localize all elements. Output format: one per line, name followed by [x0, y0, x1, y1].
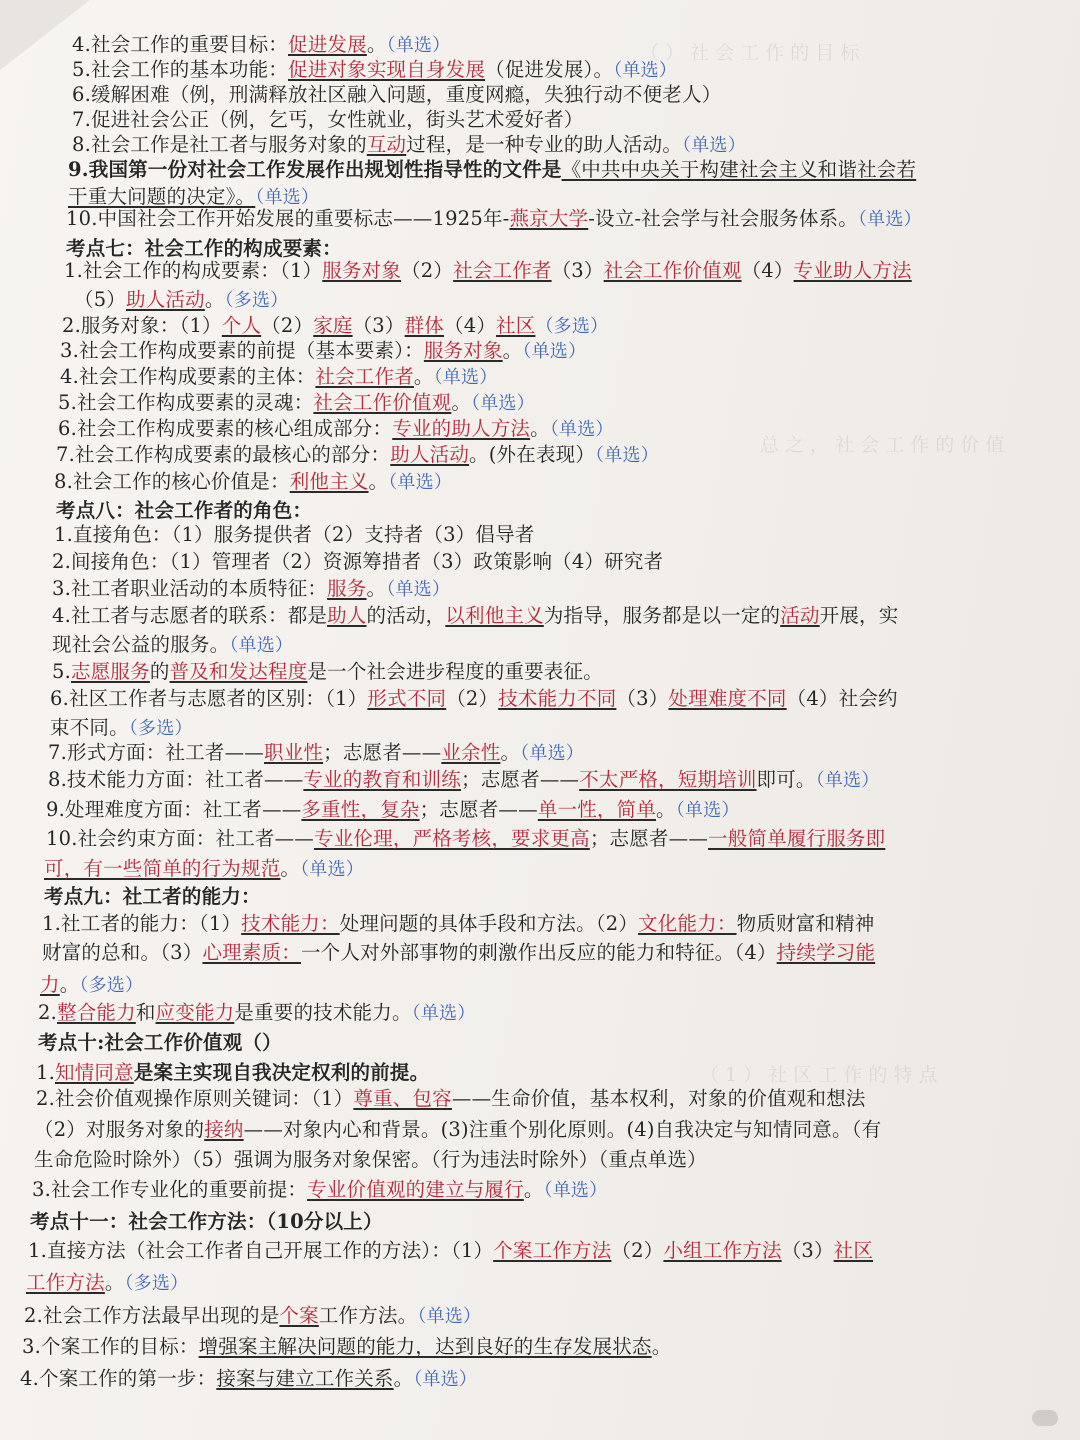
body-text: 1.社工者的能力：（1） — [42, 912, 242, 935]
question-type-tag: （单选） — [522, 341, 587, 362]
body-text: 2.服务对象：（1） — [62, 314, 222, 337]
text-line — [72, 57, 677, 84]
highlighted-term: 专业的教育和训练 — [303, 768, 462, 791]
body-text: 1.直接方法（社会工作者自己开展工作的方法）：（1） — [28, 1239, 494, 1262]
highlighted-term: 助人活动 — [126, 288, 205, 311]
body-text: 7.社会工作构成要素的最核心的部分： — [56, 443, 391, 466]
text-line — [52, 632, 293, 659]
question-type-tag: （单选） — [520, 743, 584, 764]
highlighted-term: 个案工作方法 — [493, 1239, 612, 1262]
body-text: （5） — [74, 288, 127, 311]
body-text: 的 — [149, 660, 170, 683]
text-line — [54, 522, 534, 548]
body-text: 生命危险时除外）（5）强调为服务对象保密。（行为违法时除外）（重点单选） — [34, 1148, 707, 1171]
body-text: 束不同。 — [50, 716, 129, 739]
text-line — [72, 82, 721, 108]
body-text: 4.个案工作的第一步： — [20, 1367, 217, 1390]
text-line — [60, 338, 586, 365]
highlighted-term: 普及和发达程度 — [169, 660, 308, 683]
highlighted-term: 力 — [40, 973, 60, 996]
highlighted-term: 家庭 — [313, 314, 353, 337]
text-line — [38, 1030, 282, 1056]
body-text: 。 — [204, 288, 225, 311]
question-type-tag: （单选） — [413, 1369, 478, 1390]
highlighted-term: 应变能力 — [155, 1001, 235, 1024]
highlighted-term: 可，有一些简单的行为规范 — [44, 857, 281, 880]
question-type-tag: （单选） — [417, 1306, 482, 1327]
heading-text: 考点十一：社会工作方法：（10分以上） — [30, 1210, 383, 1233]
highlighted-term: 多重性，复杂 — [301, 798, 420, 821]
body-text: 。 — [104, 1271, 125, 1294]
question-type-tag: （单选） — [411, 1003, 476, 1024]
body-text: 9.处理难度方面：社工者—— — [46, 798, 302, 821]
underlined-text: 《中共中央关于构建社会主义和谐社会若 — [561, 158, 917, 181]
text-line — [26, 1270, 188, 1297]
highlighted-term: 社会工作者 — [315, 365, 414, 388]
text-line — [66, 206, 922, 233]
highlighted-term: 燕京大学 — [509, 207, 589, 230]
highlighted-term: 整合能力 — [57, 1001, 136, 1024]
body-text: 。 — [393, 1367, 414, 1390]
underlined-text: 增强案主解决问题的能力，达到良好的生存发展状态 — [198, 1335, 652, 1358]
highlighted-term: 个案 — [279, 1304, 319, 1327]
heading-text: 考点七：社会工作的构成要素： — [66, 237, 342, 260]
highlighted-term: 群体 — [404, 314, 445, 337]
text-line — [44, 884, 261, 910]
body-text: 。 — [368, 470, 389, 493]
highlighted-term: 一般简单履行服务即 — [708, 827, 886, 850]
body-text: 。 — [530, 417, 550, 440]
text-line — [56, 442, 659, 469]
body-text: 。 — [523, 1178, 544, 1201]
highlighted-term: 专业价值观的建立与履行 — [307, 1178, 524, 1201]
question-type-tag: （单选） — [386, 35, 451, 56]
text-line — [34, 1147, 707, 1173]
highlighted-term: 服务对象 — [423, 339, 503, 362]
text-line — [34, 1117, 881, 1143]
question-type-tag: （单选） — [857, 209, 922, 230]
text-line — [40, 972, 143, 999]
question-type-tag: （单选） — [229, 635, 294, 656]
body-text: 。 — [366, 577, 387, 600]
body-text: 。(外在表现） — [469, 443, 596, 466]
body-text: 5.社会工作的基本功能： — [72, 58, 289, 81]
body-text: 8.技术能力方面：社工者—— — [48, 768, 304, 791]
highlighted-term: 尊重、包容 — [353, 1087, 452, 1110]
body-text: 3.社会工作构成要素的前提（基本要素）： — [60, 339, 424, 362]
body-text: 3.个案工作的目标： — [22, 1335, 199, 1358]
body-text: 。 — [59, 973, 80, 996]
highlighted-term: 服务对象 — [322, 259, 402, 282]
question-type-tag: （单选） — [388, 472, 453, 493]
highlighted-term: 互动 — [366, 133, 407, 156]
text-line — [20, 1366, 477, 1393]
body-text: 处理问题的具体手段和方法。（2） — [339, 912, 639, 935]
question-type-tag: （多选） — [128, 718, 193, 739]
highlighted-term: 处理难度不同 — [668, 687, 787, 710]
body-text: 5. — [52, 660, 72, 683]
text-line — [58, 390, 535, 417]
heading-text: 9.我国第一份对社会工作发展作出规划性指导性的文件是 — [68, 158, 562, 181]
text-line — [22, 1334, 671, 1360]
body-text: 现社会公益的服务。 — [52, 633, 230, 656]
highlighted-term: 促进对象实现自身发展 — [288, 58, 486, 81]
question-type-tag: （单选） — [255, 187, 320, 208]
body-text: （促进发展）。 — [485, 58, 614, 81]
body-text: 。 — [451, 391, 472, 414]
question-type-tag: （多选） — [124, 1273, 189, 1294]
body-text: 10.中国社会工作开始发展的重要标志——1925年- — [66, 207, 510, 230]
heading-text: 是案主实现自我决定权利的前提。 — [133, 1061, 430, 1084]
highlighted-term: 社会工作价值观 — [313, 391, 452, 414]
text-line — [30, 1209, 383, 1235]
highlighted-term: 社会工作者 — [453, 259, 552, 282]
highlighted-term: 职业性 — [264, 741, 324, 764]
body-text: 是重要的技术能力。 — [234, 1001, 412, 1024]
body-text: 4.社会工作的重要目标： — [72, 33, 289, 56]
body-text: 7.促进社会公正（例，乞丐，女性就业，街头艺术爱好者） — [72, 108, 584, 131]
text-line — [72, 107, 584, 133]
question-type-tag: （单选） — [613, 60, 677, 81]
highlighted-term: 技术能力： — [241, 912, 340, 935]
question-type-tag: （单选） — [595, 445, 659, 466]
highlighted-term: 专业的助人方法 — [392, 417, 531, 440]
text-line — [32, 1177, 607, 1204]
body-text: ；志愿者—— — [461, 768, 580, 791]
body-text: 8.社会工作是社工者与服务对象的 — [72, 133, 367, 156]
body-text: 6.社会工作构成要素的核心组成部分： — [58, 417, 393, 440]
body-text: 1.直接角色：（1）服务提供者（2）支持者（3）倡导者 — [54, 523, 535, 546]
highlighted-term: 助人 — [327, 604, 367, 627]
body-text: （4） — [444, 314, 497, 337]
text-line — [36, 1060, 429, 1086]
body-text: 的活动， — [366, 604, 446, 627]
body-text: 。 — [366, 33, 387, 56]
body-text: 6.社区工作者与志愿者的区别：（1） — [50, 687, 368, 710]
text-line — [52, 549, 663, 575]
highlighted-term: 接纳 — [204, 1118, 244, 1141]
text-line — [62, 313, 608, 340]
body-text: 2.社会工作方法最早出现的是 — [24, 1304, 280, 1327]
text-line — [68, 157, 916, 183]
highlighted-term: 持续学习能 — [776, 941, 876, 964]
body-text: 4.社会工作构成要素的主体： — [60, 365, 316, 388]
body-text: （4） — [741, 259, 794, 282]
body-text: （3） — [352, 314, 405, 337]
body-text: （2） — [611, 1239, 664, 1262]
text-line — [52, 576, 450, 603]
body-text: （3） — [551, 259, 604, 282]
text-line — [60, 364, 497, 391]
body-text: （3） — [781, 1239, 834, 1262]
body-text: 3.社会工作专业化的重要前提： — [32, 1178, 308, 1201]
text-line — [28, 1238, 873, 1264]
body-text: 4.社工者与志愿者的联系：都是 — [52, 604, 328, 627]
highlighted-term: 不太严格，短期培训 — [579, 768, 757, 791]
question-type-tag: （单选） — [300, 859, 364, 880]
text-line — [52, 659, 603, 685]
highlighted-term: 社区 — [833, 1239, 874, 1262]
body-text: 2.社会价值观操作原则关键词：（1） — [36, 1087, 354, 1110]
body-text: 。 — [280, 857, 301, 880]
question-type-tag: （单选） — [386, 579, 451, 600]
highlighted-term: 活动 — [780, 604, 820, 627]
highlighted-term: 个人 — [221, 314, 262, 337]
text-line — [24, 1303, 481, 1330]
text-line — [50, 715, 193, 742]
question-type-tag: （多选） — [79, 975, 144, 996]
underlined-text: 接案与建立工作关系 — [216, 1367, 394, 1390]
text-line — [50, 686, 898, 712]
highlighted-term: 文化能力： — [638, 912, 737, 935]
body-text: 和 — [135, 1001, 156, 1024]
body-text: 10.社会约束方面：社工者—— — [46, 827, 315, 850]
body-text: ——生命价值，基本权利，对象的价值观和想法 — [451, 1087, 866, 1110]
text-line — [42, 940, 875, 966]
body-text: ；志愿者—— — [419, 798, 538, 821]
text-line — [72, 132, 746, 159]
question-type-tag: （单选） — [549, 419, 614, 440]
question-type-tag: （单选） — [815, 770, 880, 791]
body-text: 。 — [656, 798, 676, 821]
body-text: （2）对服务对象的 — [34, 1118, 205, 1141]
body-text: 即可。 — [756, 768, 816, 791]
body-text: 2.间接角色：（1）管理者（2）资源筹措者（3）政策影响（4）研究者 — [52, 550, 664, 573]
highlighted-term: 社区 — [496, 314, 536, 337]
body-text: 2. — [38, 1001, 58, 1024]
body-text: 1.社会工作的构成要素：（1） — [64, 259, 323, 282]
question-type-tag: （单选） — [543, 1180, 608, 1201]
highlighted-term: 专业助人方法 — [793, 259, 912, 282]
highlighted-term: 形式不同 — [367, 687, 447, 710]
highlighted-term: 知情同意 — [55, 1061, 134, 1084]
body-text: 一个人对外部事物的刺激作出反应的能力和特征。（4） — [300, 941, 777, 964]
body-text: （2） — [261, 314, 314, 337]
highlighted-term: 业余性 — [441, 741, 501, 764]
highlighted-term: 社会工作价值观 — [603, 259, 742, 282]
body-text: （2） — [401, 259, 454, 282]
question-type-tag: （多选） — [224, 290, 289, 311]
text-line — [36, 1086, 866, 1112]
text-line — [74, 287, 288, 314]
highlighted-term: 服务 — [327, 577, 367, 600]
underlined-text: 干重大问题的决定》。 — [68, 185, 256, 208]
text-line — [48, 767, 879, 794]
bleed-through-text: （ ） 社 会 工 作 的 目 标 — [640, 42, 860, 64]
body-text: 财富的总和。（3） — [42, 941, 203, 964]
question-type-tag: （多选） — [535, 316, 609, 337]
highlighted-term: 志愿服务 — [71, 660, 150, 683]
body-text: 。 — [413, 365, 434, 388]
highlighted-term: 工作方法 — [26, 1271, 105, 1294]
body-text: ；志愿者—— — [589, 827, 709, 850]
text-line — [58, 416, 614, 443]
highlighted-term: 促进发展 — [288, 33, 367, 56]
body-text: -设立-社会学与社会服务体系。 — [588, 207, 858, 230]
body-text: 物质财富和精神 — [736, 912, 875, 935]
body-text: 。 — [500, 741, 521, 764]
body-text: 为指导，服务都是以一定的 — [543, 604, 781, 627]
body-text: 。 — [651, 1335, 672, 1358]
body-text: 。 — [502, 339, 523, 362]
body-text: 7.形式方面：社工者—— — [48, 741, 265, 764]
text-line — [38, 1000, 475, 1027]
question-type-tag: （单选） — [682, 135, 746, 156]
text-line — [46, 797, 740, 824]
text-line — [72, 32, 450, 59]
heading-text: 考点十:社会工作价值观（） — [38, 1031, 282, 1054]
text-line — [52, 603, 898, 629]
text-line — [42, 911, 874, 937]
heading-text: 考点八：社会工作者的角色： — [56, 499, 313, 522]
watermark-badge — [1032, 1410, 1058, 1426]
body-text: （3） — [616, 687, 669, 710]
highlighted-term: 助人活动 — [390, 443, 470, 466]
highlighted-term: 心理素质： — [202, 941, 301, 964]
bleed-through-text: 总 之 ， 社 会 工 作 的 价 值 — [760, 434, 1005, 456]
question-type-tag: （单选） — [675, 800, 740, 821]
heading-text: 考点九：社工者的能力： — [44, 885, 261, 908]
body-text: ——对象内心和背景。(3)注重个别化原则。(4)自我决定与知情同意。（有 — [243, 1118, 882, 1141]
body-text: （2） — [446, 687, 499, 710]
question-type-tag: （单选） — [433, 367, 498, 388]
body-text: ；志愿者—— — [323, 741, 442, 764]
body-text: 8.社会工作的核心价值是： — [54, 470, 290, 493]
text-line — [44, 856, 364, 883]
text-line — [56, 498, 312, 524]
bleed-through-text: （ 1 ） 社 区 工 作 的 特 点 — [700, 1064, 938, 1086]
body-text: 5.社会工作构成要素的灵魂： — [58, 391, 314, 414]
text-line — [54, 469, 452, 496]
body-text: 是一个社会进步程度的重要表征。 — [307, 660, 603, 683]
highlighted-term: 技术能力不同 — [498, 687, 617, 710]
text-line — [64, 258, 912, 284]
body-text: （4）社会约 — [786, 687, 898, 710]
question-type-tag: （单选） — [471, 393, 535, 414]
highlighted-term: 利他主义 — [289, 470, 369, 493]
text-line — [46, 826, 885, 852]
highlighted-term: 以利他主义 — [445, 604, 544, 627]
highlighted-term: 单一性，简单 — [537, 798, 657, 821]
highlighted-term: 专业伦理，严格考核，要求更高 — [314, 827, 590, 850]
body-text: 开展，实 — [819, 604, 899, 627]
text-line — [48, 740, 584, 767]
body-text: 工作方法。 — [318, 1304, 418, 1327]
body-text: 过程，是一种专业的助人活动。 — [406, 133, 683, 156]
body-text: 1. — [36, 1061, 56, 1084]
body-text: 3.社工者职业活动的本质特征： — [52, 577, 328, 600]
highlighted-term: 小组工作方法 — [663, 1239, 782, 1262]
body-text: 6.缓解困难（例，刑满释放社区融入问题，重度网瘾，失独行动不便老人） — [72, 83, 722, 106]
